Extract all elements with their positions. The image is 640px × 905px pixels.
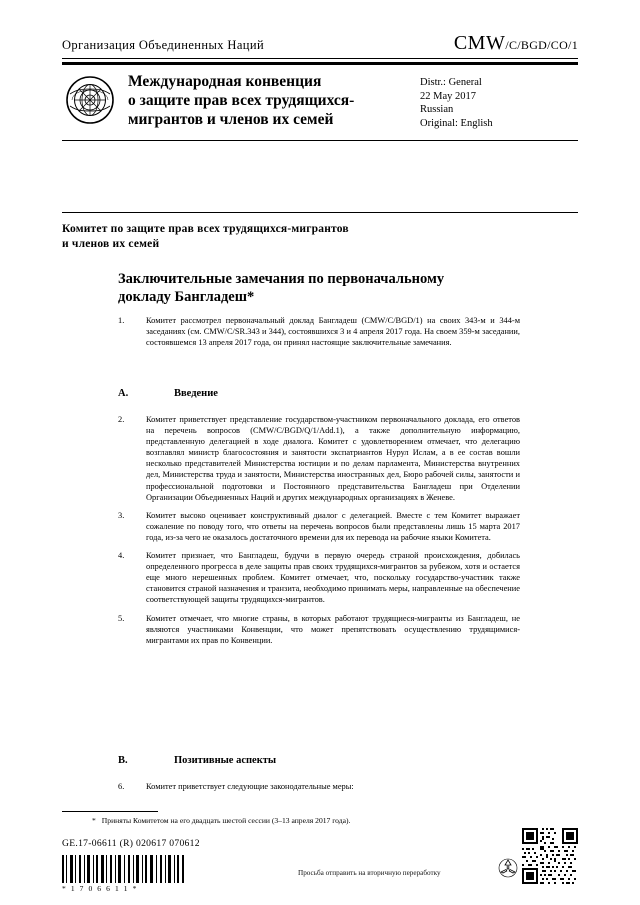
paragraph-text: Комитет высоко оценивает конструктивный диалог с делегацией. Вместе с тем Комитет выражает сожаление по поводу того, что ответы на перечень вопросов были представлены лишь 15 марта 2017 года, из-за чего не оказалось достаточного времени для их перевода на рабочие языки Комитета. <box>146 510 520 542</box>
paragraph <box>118 510 520 543</box>
distr-line-4: Original: English <box>420 117 493 129</box>
paragraph-text: Комитет отмечает, что многие страны, в которых работают трудящиеся-мигранты из Бангладеш, не являются участниками Конвенции, что может препятствовать осуществлению трудящимися-мигрантами их прав по Конвенции. <box>146 613 520 645</box>
footnote-text: Приняты Комитетом на его двадцать шестой сессии (3–13 апреля 2017 года). <box>101 816 351 825</box>
section-title: Введение <box>174 388 218 399</box>
committee-name-line-1: Комитет по защите прав всех трудящихся-мигрантов <box>62 223 349 235</box>
distribution-info <box>420 76 493 130</box>
paragraph-block-1 <box>118 315 520 355</box>
paragraph <box>118 613 520 646</box>
convention-title-line-2: о защите прав всех трудящихся- <box>128 92 355 109</box>
barcode-number: * 1 7 0 6 6 1 1 * <box>62 884 138 893</box>
paragraph-text: Комитет приветствует представление государством-участником первоначального доклада, его ответов на перечень вопросов (CMW/C/BGD/Q/1/Add.1), а также дополнительную информацию, представленную делегацией в ходе диалога. Комитет с удовлетворением отмечает, что делегацию возглавлял министр благосостояния и занятости экспатриантов Нурул Ислам, а в ее состав вошли несколько представителей Министерства юстиции и по делам парламента, Министерства внутренних дел, Министерства труда и занятости, Министерства иностранных дел, Бюро рабочей силы, занятости и профессиональной подготовки и Постоянного представительства Бангладеш при Отделении Организации Объединенных Наций и других международных организациях в Женеве. <box>146 415 520 502</box>
convention-title-line-3: мигрантов и членов их семей <box>128 111 334 128</box>
paragraph <box>118 315 520 348</box>
convention-title-line-1: Международная конвенция <box>128 73 322 90</box>
footnote <box>92 816 350 826</box>
paragraph <box>118 414 520 503</box>
section-letter: A. <box>118 388 129 399</box>
paragraph-number: 6. <box>118 782 125 791</box>
page-title-line-2: докладу Бангладеш* <box>118 289 255 305</box>
paragraph-block-3 <box>118 781 520 799</box>
header-rule-bottom <box>62 140 578 141</box>
committee-name-line-2: и членов их семей <box>62 237 160 250</box>
header-rule-thin <box>62 58 578 59</box>
document-number: GE.17-06611 (R) 020617 070612 <box>62 838 200 849</box>
section-heading-a <box>118 388 518 399</box>
distr-line-1: Distr.: General <box>420 77 482 88</box>
qr-code-icon <box>522 828 578 884</box>
paragraph-text: Комитет рассмотрел первоначальный доклад Бангладеш (CMW/C/BGD/1) на своих 343-м и 344-м заседаниях (см. CMW/C/SR.343 и 344), состоявшихся 3 и 4 апреля 2017 года. На своем 359-м заседании, состоявшемся 13 апреля 2017 года, он принял настоящие заключительные замечания. <box>146 316 520 348</box>
paragraph-number: 2. <box>118 415 125 424</box>
paragraph <box>118 550 520 605</box>
paragraph-text: Комитет приветствует следующие законодательные меры: <box>146 782 354 791</box>
paragraph-text: Комитет признает, что Бангладеш, будучи в первую очередь страной происхождения, добилась определенного прогресса в деле защиты прав своих трудящихся-мигрантов за рубежом, хотя и остается еще много нерешенных проблем. Комитет отмечает, что, поскольку государство-участник также становится страной назначения и транзита, необходимо принимать меры, направленные на обеспечение соответствующей защиты трудящихся-мигрантов. <box>146 551 520 605</box>
section-heading-b <box>118 755 518 766</box>
footnote-marker: * <box>92 816 96 825</box>
convention-title <box>128 72 378 129</box>
page-title-line-1: Заключительные замечания по первоначальному <box>118 271 445 287</box>
section-title: Позитивные аспекты <box>174 755 277 766</box>
recycle-icon <box>498 858 518 878</box>
un-emblem-icon <box>66 76 114 124</box>
barcode <box>62 855 186 883</box>
committee-name <box>62 222 462 251</box>
header-rule-thick <box>62 62 578 65</box>
page-title <box>118 270 518 306</box>
document-symbol <box>454 32 578 55</box>
distr-line-3: Russian <box>420 104 454 115</box>
section-rule <box>62 212 578 213</box>
distr-line-2: 22 May 2017 <box>420 90 476 102</box>
paragraph-number: 5. <box>118 613 125 623</box>
section-letter: B. <box>118 755 128 766</box>
paragraph-number: 3. <box>118 510 125 520</box>
recycle-note: Просьба отправить на вторичную переработку <box>298 869 441 877</box>
paragraph-block-2 <box>118 414 520 653</box>
organization-name: Организация Объединенных Наций <box>62 38 265 52</box>
document-symbol-prefix: CMW <box>453 32 506 54</box>
document-symbol-suffix: /C/BGD/CO/1 <box>505 38 578 52</box>
paragraph <box>118 781 520 792</box>
footnote-rule <box>62 811 158 812</box>
paragraph-number: 4. <box>118 551 125 561</box>
paragraph-number: 1. <box>118 316 125 325</box>
